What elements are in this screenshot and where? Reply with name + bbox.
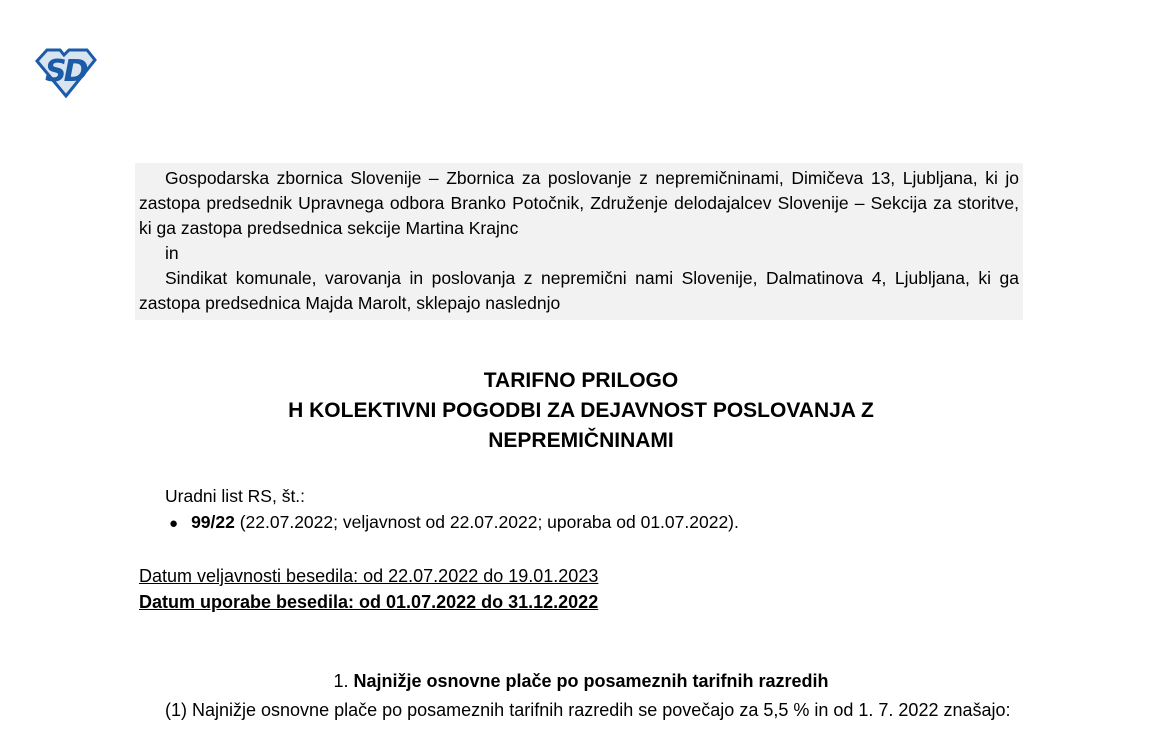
document-title-line-1: TARIFNO PRILOGO: [483, 369, 679, 392]
section-1: [139, 669, 1023, 723]
official-gazette-label: Uradni list RS, št.:: [165, 486, 306, 506]
section-1-heading-number: 1.: [333, 671, 354, 691]
validity-section: [139, 563, 598, 615]
preamble-paragraph-parties: Gospodarska zbornica Slovenije – Zbornica za poslovanje z nepremičninami, Dimičeva 13, Ljubljana, ki jo zastopa predsednik Upravnega odbora Branko Potočnik, Združenje delodajalcev Slovenije – Sekcija za storitve, ki ga zastopa predsednica sekcije Martina Krajnc: [139, 168, 1019, 238]
section-1-heading: [139, 669, 1023, 694]
validity-date-line: Datum veljavnosti besedila: od 22.07.2022 do 19.01.2023: [139, 566, 599, 586]
sd-shield-icon: [33, 46, 99, 100]
document-title: [139, 366, 1023, 456]
document-title-line-2: H KOLEKTIVNI POGODBI ZA DEJAVNOST POSLOVANJA Z: [288, 399, 874, 422]
section-1-paragraph: (1) Najnižje osnovne plače po posameznih tarifnih razredih se povečajo za 5,5 % in od 1. 7. 2022 znašajo:: [165, 700, 1011, 720]
gazette-issue-number: 99/22: [191, 512, 235, 532]
shield-letters: SD: [45, 54, 86, 89]
bullet-icon: ●: [169, 515, 179, 532]
document-title-line-3: NEPREMIČNINAMI: [488, 429, 674, 452]
preamble-paragraph-union: Sindikat komunale, varovanja in poslovanja z nepremični nami Slovenije, Dalmatinova 4, Ljubljana, ki ga zastopa predsednica Majda Marolt, sklepajo naslednjo: [139, 268, 1019, 313]
official-gazette-bullet-item: [139, 510, 1023, 536]
usage-date-line: Datum uporabe besedila: od 01.07.2022 do 31.12.2022: [139, 592, 599, 612]
preamble-block: [135, 163, 1023, 320]
official-gazette-section: [139, 484, 1023, 536]
sd-shield-logo: [33, 46, 99, 100]
section-1-heading-text: Najnižje osnovne plače po posameznih tarifnih razredih: [353, 671, 829, 691]
official-gazette-entry: [191, 510, 739, 535]
preamble-paragraph-and: in: [165, 243, 179, 263]
gazette-issue-details: (22.07.2022; veljavnost od 22.07.2022; uporaba od 01.07.2022).: [234, 512, 739, 532]
